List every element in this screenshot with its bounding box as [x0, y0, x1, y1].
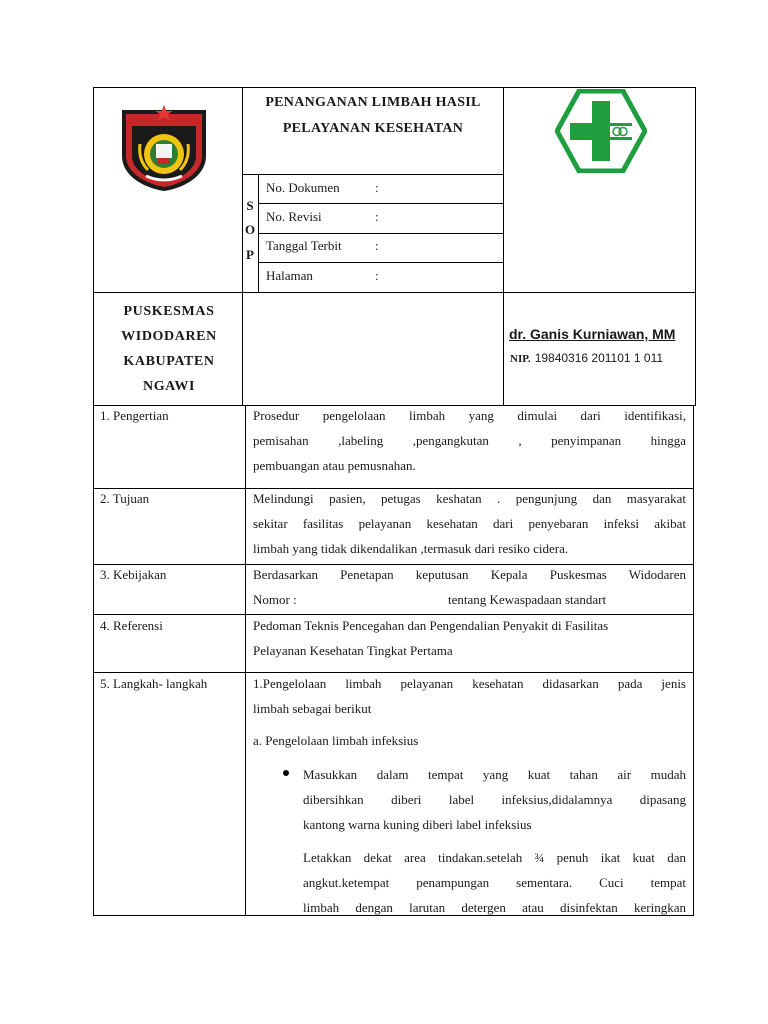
- sop-letter-o: O: [244, 222, 256, 237]
- section-label-kebijakan: 3. Kebijakan: [100, 567, 167, 582]
- document-title-line-2: PELAYANAN KESEHATAN: [282, 121, 464, 136]
- nomor-tail: tentang Kewaspadaan standart: [448, 592, 607, 607]
- meta-value-tanggal-terbit: :: [375, 238, 379, 253]
- institution-line-1: PUSKESMAS: [123, 304, 215, 319]
- section-text-line: limbah sebagai berikut: [253, 701, 372, 716]
- document-title-line-1: PENANGANAN LIMBAH HASIL: [265, 95, 481, 110]
- paragraph-text-line: angkut.ketempat penampungan sementara. Cuci tempat: [303, 875, 686, 890]
- section-label-referensi: 4. Referensi: [100, 618, 163, 633]
- sop-letter-s: S: [246, 198, 254, 213]
- bullet-icon: [283, 770, 289, 776]
- section-text-line: Melindungi pasien, petugas keshatan . pengunjung dan masyarakat: [253, 491, 686, 506]
- section-label-tujuan: 2. Tujuan: [100, 491, 150, 506]
- regency-emblem-icon: [118, 104, 210, 192]
- section-text-line: sekitar fasilitas pelayanan kesehatan dari penyebaran infeksi akibat: [253, 516, 686, 531]
- section-text-line: 1.Pengelolaan limbah pelayanan kesehatan didasarkan pada jenis: [253, 676, 686, 691]
- institution-line-4: NGAWI: [142, 379, 195, 394]
- meta-value-no-dokumen: :: [375, 180, 379, 195]
- meta-label-halaman: Halaman: [266, 268, 313, 283]
- nip-value: 19840316 201101 1 011: [534, 351, 664, 365]
- meta-value-no-revisi: :: [375, 209, 379, 224]
- section-text-line: Berdasarkan Penetapan keputusan Kepala Puskesmas Widodaren: [253, 567, 686, 582]
- section-text-line: pembuangan atau pemusnahan.: [253, 458, 416, 473]
- subsection-heading: a. Pengelolaan limbah infeksius: [253, 733, 419, 748]
- bullet-text-line: kantong warna kuning diberi label infeksius: [303, 817, 532, 832]
- sop-letter-p: P: [246, 247, 254, 262]
- section-text-line: Prosedur pengelolaan limbah yang dimulai dari identifikasi,: [253, 408, 686, 423]
- section-text-line: Pelayanan Kesehatan Tingkat Pertama: [253, 643, 453, 658]
- nip-label: NIP.: [510, 353, 531, 365]
- puskesmas-logo-icon: [555, 89, 647, 173]
- paragraph-text-line: Letakkan dekat area tindakan.setelah ¾ penuh ikat kuat dan: [303, 850, 686, 865]
- institution-line-2: WIDODAREN: [121, 329, 217, 344]
- meta-label-tanggal-terbit: Tanggal Terbit: [266, 238, 342, 253]
- section-label-pengertian: 1. Pengertian: [100, 408, 169, 423]
- signatory-nip: [510, 351, 663, 366]
- bullet-text-line: dibersihkan diberi label infeksius,didalamnya dipasang: [303, 792, 686, 807]
- meta-label-no-revisi: No. Revisi: [266, 209, 322, 224]
- meta-label-no-dokumen: No. Dokumen: [266, 180, 340, 195]
- paragraph-text-line: limbah dengan larutan detergen atau disinfektan keringkan: [303, 900, 686, 915]
- section-label-langkah: 5. Langkah- langkah: [100, 676, 208, 691]
- section-text-line: Pedoman Teknis Pencegahan dan Pengendalian Penyakit di Fasilitas: [253, 618, 609, 633]
- nomor-label: Nomor :: [253, 592, 297, 607]
- meta-value-halaman: :: [375, 268, 379, 283]
- section-text-line: pemisahan ,labeling ,pengangkutan , penyimpanan hingga: [253, 433, 686, 448]
- institution-line-3: KABUPATEN: [123, 354, 215, 369]
- bullet-text-line: Masukkan dalam tempat yang kuat tahan air mudah: [303, 767, 686, 782]
- section-text-line: limbah yang tidak dikendalikan ,termasuk dari resiko cidera.: [253, 541, 569, 556]
- signatory-name: dr. Ganis Kurniawan, MM: [509, 326, 676, 342]
